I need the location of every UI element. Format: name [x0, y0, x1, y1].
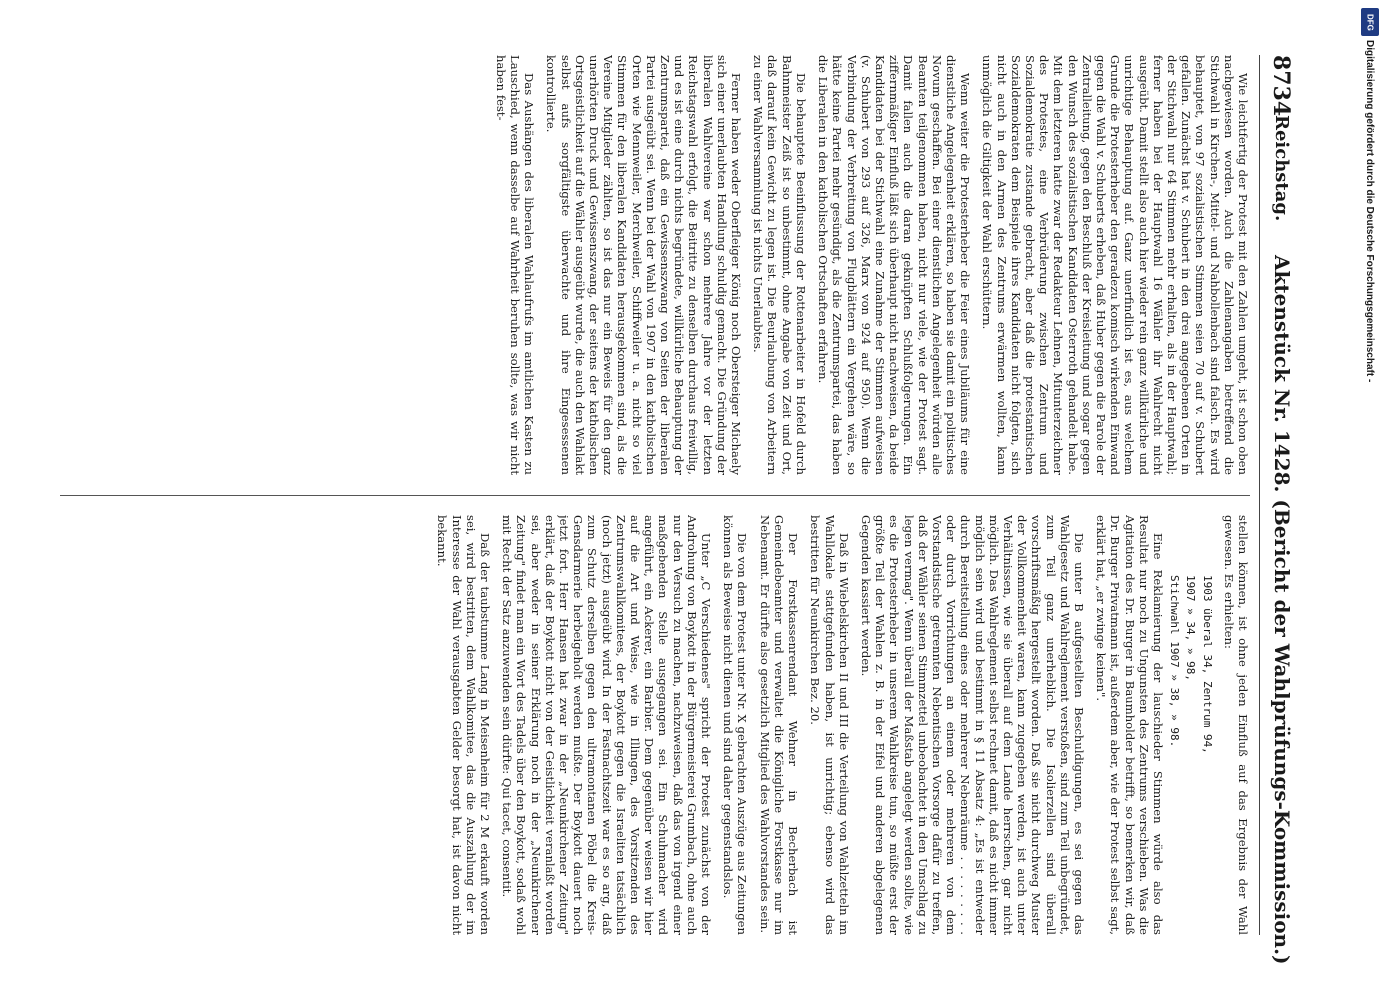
paragraph: Daß in Wiebelskirchen II und III die Verteilung von Wahlzetteln im Wahllokale stattgefunden haben, ist unrichtig; ebenso wird das bestritten für Neunkirchen Bez. 20. — [808, 515, 851, 935]
page-number: 8734 — [1268, 55, 1294, 117]
results-row: 1903 überal 34, Zentrum 94, — [1200, 575, 1214, 754]
rotated-page — [50, 55, 1300, 965]
paragraph: Wie leichtfertig der Protest mit den Zahlen umgeht, ist schon oben nachgewiesen worden. Auch die Zahlenangaben betreffend die Stichwahl in Kirchen-, Mittel- und Nahbollenbach sind falsch. Es wird behauptet, von 97 sozialistischen Stimmen seien 70 auf v. Schubert gefallen. Zunächst hat v. Schubert in den drei angegebenen Orten in der Stichwahl nur 64 Stimmen mehr erhalten, als in der Hauptwahl; ferner haben bei der Hauptwahl 16 Wähler ihr Wahlrecht nicht ausgeübt. Damit stellt also auch hier wieder rein ganz willkürliche und unrichtige Behauptung auf. Ganz unerfindlich ist es, aus welchem Grunde die Protesterheber den geradezu komisch wirkenden Einwand gegen die Wahl v. Schuberts erheben, daß Huber gegen die Parole der Zentralleitung, gegen den Beschluß der Kreisleitung und sogar gegen den Wunsch des sozialistischen Kandidaten Osterroth gehandelt habe. Mit dem letzteren hatte zwar der Redakteur Lehnen, Mitunterzeichner des Protestes, eine Verbrüderung zwischen Zentrum und Sozialdemokratie zustande gebracht, aber daß die protestantischen Sozialdemokraten dem Beispiele ihres Kandidaten nicht folgten, sich nicht auch in den Armen des Zentrums erwärmen wollten, kann unmöglich die Giltigkeit der Wahl erschüttern. — [980, 55, 1250, 475]
paragraph: Das Aushängen des liberalen Wahlaufrufs im amtlichen Kasten zu Lauschied, wenn dasselbe auf Wahrheit beruhen sollte, was wir nicht haben fest- — [493, 55, 537, 475]
paragraph: Die von dem Protest unter Nr. X gebrachten Auszüge aus Zeitungen können als Beweise nicht dienen und sind daher gegenstandslos. — [721, 515, 750, 935]
paragraph: Ferner haben weder Oberfleiger König noch Obersteiger Michaely sich einer unerlaubten Handlung schuldig gemacht. Die Gründung der liberalen Wahlvereine war schon mehrere Jahre vor der letzten Reichstagswahl erfolgt, die Beitritte zu denselben durchaus freiwillig, und es ist eine durch nichts begründete, willkürliche Behauptung der Zentrumspartei, daß ein Gewissenszwang von Seiten der liberalen Partei ausgeübt sei. Wenn bei der Wahl von 1907 in den katholischen Orten wie Mennweiler, Merchweiler, Schiffweiler u. a. nicht so viel Stimmen für den liberalen Kandidaten herausgekommen sind, als die Vereine Mitglieder zählten, so ist das nur ein Beweis für den ganz unerhörten Druck und Gewissenszwang, der seitens der katholischen Ortsgeistlichkeit auf die Wähler ausgeübt wurde, die auch den Wahlakt selbst aufs sorgfältigste überwachte und ihre Eingesessenen kontrollierte. — [544, 55, 744, 475]
results-row: 1907 » 34, » 98, — [1184, 575, 1198, 681]
paragraph: Daß der taubstumme Lang in Meisenheim für 2 M erkauft worden sei, wird bestritten, dem Wahlkomitee, das die Auszahlung der im Interesse der Wahl verausgabten Gelder besorgt hat, ist davon nicht bekannt. — [435, 515, 493, 935]
left-column — [60, 55, 1250, 475]
column-divider — [60, 495, 1250, 496]
paragraph: Eine Reklamierung der lauschieder Stimmen würde also das Resultat nur noch zu Ungunsten des Zentrums verschieben. Was die Agitation des Dr. Burger in Baumholder betrifft, so bemerken wir, daß Dr. Burger Privatmann ist, außerdem aber, wie der Protest selbst sagt, erklärt hat, „er zwinge keinen". — [1094, 515, 1165, 935]
running-title: Reichstag. — [1271, 115, 1292, 222]
results-row: Stichwahl 1907 » 38, » 98. — [1168, 575, 1182, 748]
paragraph: Der Forstkassenrendant Wehner in Becherbach ist Gemeindebeamter und verwaltet die Königliche Forstkasse nur im Nebenamt. Er dürfte also gesetzlich Mitglied des Wahlvorstandes sein. — [757, 515, 801, 935]
paragraph: Unter „C Verschiedenes" spricht der Protest zunächst von der Androhung von Boykott in der Bürgermeisterei Grumbach, ohne auch nur den Versuch zu machen, nachzuweisen, daß das von irgend einer maßgebenden Stelle ausgegangen sei. Ein Schuhmacher wird angeführt, ein Ackerer, ein Barbier. Dem gegenüber weisen wir hier auf die Art und Weise, wie in Illingen, des Vorsitzenden des Zentrumswahlkomitees, der Boykott gegen die Israeliten tatsächlich (noch jetzt) ausgeübt wird. In der Fastnachtszeit war es so arg, daß zum Schutz derselben gegen den ultramontanen Pöbel die Kreis-Gensdarmerie herbeigeholt werden mußte. Der Boykott dauert noch jetzt fort. Herr Hansen hat zwar in der „Neunkirchener Zeitung" erklärt, daß der Boykott nicht von der Geistlichkeit veranlaßt worden sei, aber weder in seiner Erklärung noch in der „Neunkirchener Zeitung" findet man ein Wort des Tadels über den Boykott, sodaß wohl mit Recht der Satz anzuwenden sein dürfte: Qui tacet, consentit. — [500, 515, 714, 935]
document-title: Aktenstück Nr. 1428. (Bericht der Wahlprüfungs-Kommission.) — [1270, 255, 1294, 965]
right-column — [60, 515, 1250, 935]
paragraph: Wenn weiter die Protesterheber die Feier eines Jubiläums für eine dienstliche Angelegenheit erklären, so haben sie damit ein politisches Novum geschaffen. Bei einer dienstlichen Angelegenheit würden alle Beamten teilgenommen haben, nicht nur viele, wie der Protest sagt. Damit fallen auch die daran geknüpften Schlußfolgerungen. Ein ziffernmäßiger Einfluß läßt sich überhaupt nicht nachweisen, da beide Kandidaten bei der Stichwahl eine Zunahme der Stimmen aufweisen (v. Schubert von 293 auf 326, Marx von 924 auf 950). Wenn die Verbindung der Verbreitung von Flugblättern ein Vergehen wäre, so hätte keine Partei mehr gesündigt, als die Zentrumspartei, das haben die Liberalen in den katholischen Ortschaften erfahren. — [816, 55, 973, 475]
page-header — [1259, 55, 1300, 965]
dfg-logo: DFG — [1361, 8, 1379, 36]
paragraph: stellen können, ist ohne jeden Einfluß auf das Ergebnis der Wahl gewesen. Es erhielten: — [1221, 515, 1250, 935]
digitization-credit — [1359, 40, 1379, 760]
credit-text: Digitalisierung gefördert durch die Deutsche Forschungsgemeinschaft - — [1364, 40, 1375, 383]
paragraph: Die unter B aufgestellten Beschuldigungen, es sei gegen das Wahlgesetz und Wahlreglement verstoßen, sind zum Teil unbegründet, zum Teil ganz unerheblich. Die Isolierzellen sind überall vorschriftsmäßig hergestellt worden. Daß sie nicht durchweg Muster der Vollkommenheit waren, kann zugegeben werden, ist auch unter Verhältnissen, wie sie überall auf dem Lande herrschen, gar nicht möglich. Das Wahlreglement selbst rechnet damit, daß es nicht immer möglich sein wird und bestimmt in § 11 Absatz 4: „Es ist entweder durch Bereitstellung eines oder mehrerer Nebenräume . . . . . . . . . oder durch Vorrichtungen an einem oder mehreren von dem Vorstandstische getrennten Nebentischen Vorsorge dafür zu treffen, daß der Wähler seinen Stimmzettel unbeobachtet in den Umschlag zu legen vermag". Wenn überall der Maßstab angelegt werden sollte, wie es die Protesterheber in unserem Wahlkreise tun, so müßte erst der größte Teil der Wahlen z. B. in der Eifel und anderen abgelegenen Gegenden kassiert werden. — [858, 515, 1086, 935]
paragraph: Die behauptete Beeinflussung der Rottenarbeiter in Hofeld durch Bahnmeister Zeiß ist so unbestimmt, ohne Angabe von Zeit und Ort, daß darauf kein Gewicht zu legen ist. Die Beurlaubung von Arbeitern zu einer Wahlversammlung ist nichts Unerlaubtes. — [751, 55, 808, 475]
